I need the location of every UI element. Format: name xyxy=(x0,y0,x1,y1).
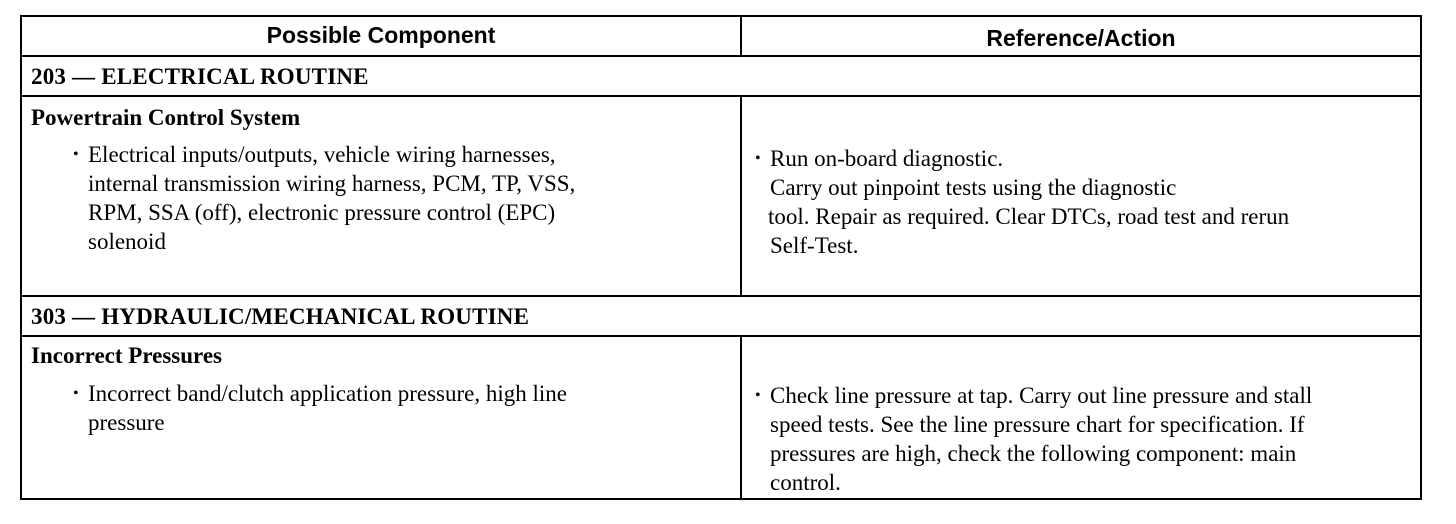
component-text-line: Electrical inputs/outputs, vehicle wiring harnesses, xyxy=(88,142,556,167)
action-cell xyxy=(742,97,1420,295)
section-title-row xyxy=(22,297,1420,337)
bullet-icon: • xyxy=(73,146,79,163)
section-title-electrical-routine: 203 — ELECTRICAL ROUTINE xyxy=(31,64,369,89)
bullet-icon: • xyxy=(755,150,761,167)
component-text-line: Incorrect band/clutch application pressure, high line xyxy=(88,381,567,406)
column-header-reference-action: Reference/Action xyxy=(986,25,1176,51)
action-bullet xyxy=(755,381,1313,497)
component-text-line: solenoid xyxy=(88,229,166,254)
component-cell xyxy=(22,337,742,498)
section-title-hydraulic-mechanical-routine: 303 — HYDRAULIC/MECHANICAL ROUTINE xyxy=(31,304,530,329)
column-header-possible-component: Possible Component xyxy=(266,22,496,48)
action-text-line: Check line pressure at tap. Carry out line pressure and stall xyxy=(770,383,1313,408)
action-text-line: tool. Repair as required. Clear DTCs, road test and rerun xyxy=(768,204,1290,229)
action-text-line: Carry out pinpoint tests using the diagnostic xyxy=(770,175,1177,200)
component-cell xyxy=(22,97,742,295)
header-cell-action xyxy=(742,17,1420,55)
diagnostic-table xyxy=(20,15,1422,500)
component-bullet xyxy=(73,379,567,437)
component-text-line: RPM, SSA (off), electronic pressure control (EPC) xyxy=(88,200,556,225)
header-cell-component xyxy=(22,17,742,55)
action-text-line: control. xyxy=(770,470,841,495)
bullet-icon: • xyxy=(755,387,761,404)
component-title-incorrect-pressures: Incorrect Pressures xyxy=(31,343,222,368)
component-text-line: pressure xyxy=(88,410,165,435)
component-title-powertrain: Powertrain Control System xyxy=(31,105,301,130)
table-header-row xyxy=(22,17,1420,57)
bullet-icon: • xyxy=(73,385,79,402)
action-text-line: pressures are high, check the following component: main xyxy=(770,441,1297,466)
table-row xyxy=(22,337,1420,498)
action-cell xyxy=(742,337,1420,498)
table-row xyxy=(22,97,1420,297)
action-text-line: speed tests. See the line pressure chart for specification. If xyxy=(770,412,1305,437)
section-title-row xyxy=(22,57,1420,97)
action-text-line: Self-Test. xyxy=(770,233,859,258)
component-bullet xyxy=(73,140,576,256)
action-text-line: Run on-board diagnostic. xyxy=(770,146,1004,171)
component-text-line: internal transmission wiring harness, PCM, TP, VSS, xyxy=(88,171,576,196)
action-bullet xyxy=(755,144,1290,260)
